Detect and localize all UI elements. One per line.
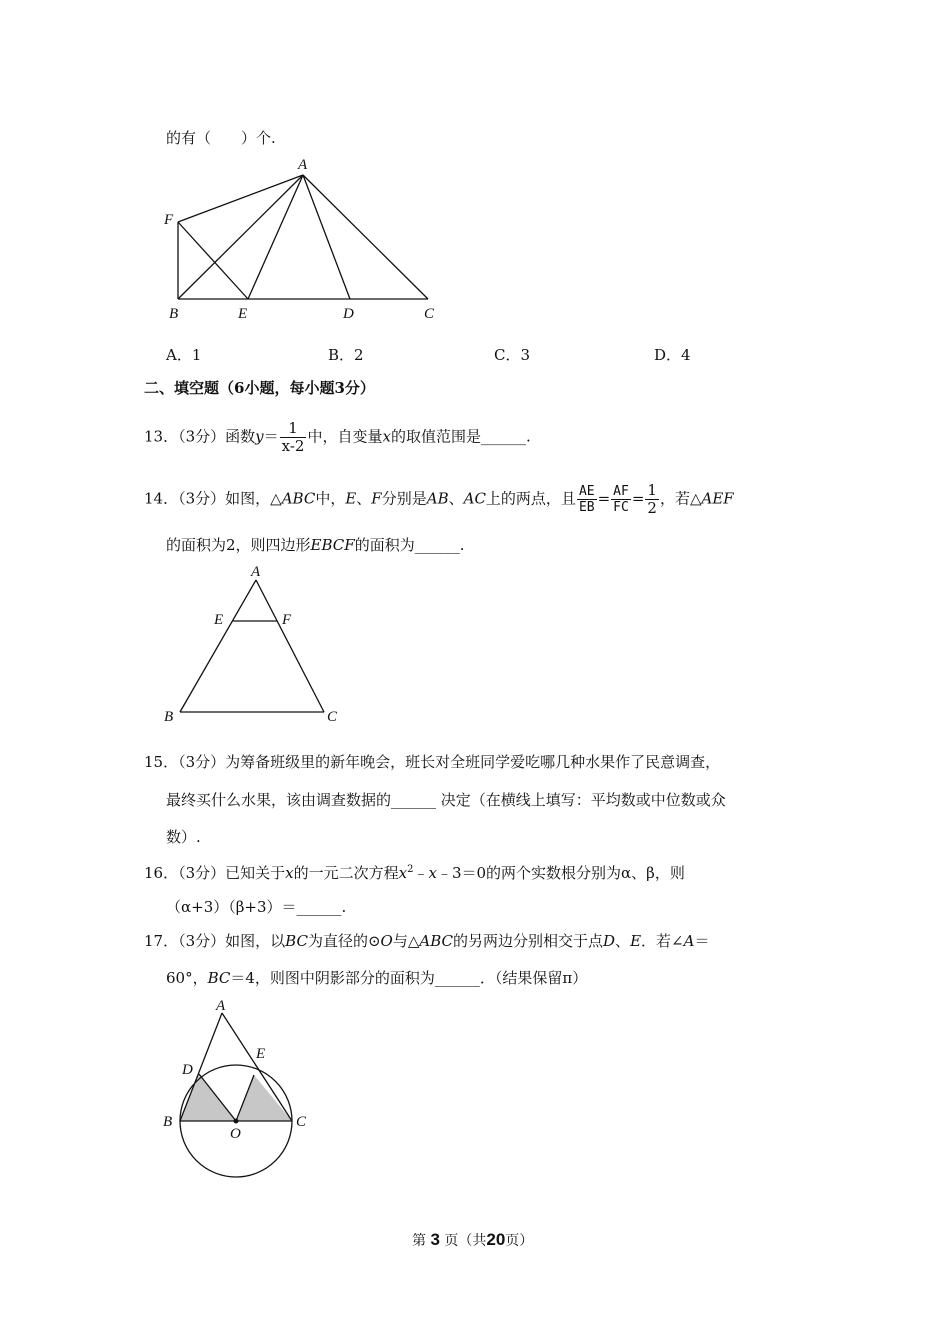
q14-aef: AEF: [701, 489, 734, 508]
section-heading: 二、填空题（6小题，每小题3分）: [144, 379, 375, 397]
q17-line-1: [144, 931, 709, 951]
q14-text-b: 中，: [315, 489, 346, 508]
q14-ac: AC: [463, 489, 486, 508]
q12-label-c: C: [424, 306, 435, 322]
q16-score: （3分）: [178, 864, 226, 882]
q15-line-1: [144, 752, 720, 772]
q17-text-e: ．若∠: [641, 932, 684, 950]
q13-frac-numerator: 1: [280, 420, 307, 438]
q15-line-2: 最终买什么水果，该由调查数据的______ 决定（在横线上填写：平均数或中位数或众: [166, 791, 726, 809]
q17-label-e: E: [256, 1046, 266, 1062]
q14-label-b: B: [164, 709, 174, 725]
q12-tail-text: 的有（ ）个.: [166, 129, 276, 147]
q14-frac3-num: 1: [647, 481, 657, 499]
q14-label-e: E: [214, 612, 224, 628]
q16-text-b: 的一元二次方程: [293, 864, 399, 882]
q13-var-x: x: [382, 427, 391, 446]
footer-mid: 页（共: [444, 1233, 487, 1249]
q17-text-d: 的另两边分别相交于点: [453, 932, 604, 950]
q13-number: 13．: [144, 427, 179, 446]
q14-label-a: A: [251, 564, 261, 580]
q13-fraction: [280, 420, 307, 455]
q16-minus: ﹣: [413, 864, 429, 882]
q14-label-f: F: [282, 612, 292, 628]
q14-text-a: 如图，△: [225, 489, 282, 508]
q17-text-a: 如图，以: [225, 932, 286, 950]
q13-eq: ＝: [263, 427, 279, 446]
q17-sep: 、: [615, 932, 631, 950]
q17-text-f: ＝: [694, 932, 710, 950]
q13-post: 的取值范围是______.: [390, 427, 531, 446]
q17-score: （3分）: [178, 932, 226, 950]
q14-ab: AB: [426, 489, 449, 508]
q17-text-h: ＝4，则图中阴影部分的面积为______．（结果保留π）: [230, 969, 588, 987]
footer-pre: 第: [412, 1233, 426, 1249]
q17-label-b: B: [163, 1114, 173, 1130]
footer-page-number: 3: [430, 1230, 440, 1249]
q14-figure: [160, 560, 350, 728]
q17-label-d: D: [182, 1062, 193, 1078]
q16-number: 16．: [144, 864, 179, 882]
q16-x-2: x: [398, 864, 408, 882]
q17-a: A: [683, 932, 695, 950]
q14-text-c: 分别是: [381, 489, 427, 508]
q17-text-g: 60°，: [166, 969, 208, 987]
q14-eq-1: =: [597, 489, 611, 508]
q17-line-2: [166, 968, 587, 988]
q14-fraction-af-fc: [611, 484, 631, 515]
q13-mid: 中，自变量: [307, 427, 383, 446]
page-footer: [412, 1230, 533, 1250]
q12-option-d: D．4: [654, 346, 691, 364]
q14-eq-2: =: [631, 489, 645, 508]
q12-label-d: D: [343, 306, 354, 322]
q14-line-2: [166, 535, 464, 555]
q14-frac2-den: FC: [613, 500, 629, 515]
q14-frac2-num: AF: [613, 484, 629, 499]
q14-f: F: [371, 489, 382, 508]
q15-line-3: 数）.: [166, 828, 201, 846]
q14-sep-1: 、: [356, 489, 372, 508]
q12-label-b: B: [169, 306, 179, 322]
q16-exponent: 2: [407, 864, 414, 875]
q14-fraction-half: [645, 482, 659, 517]
q16-line-2: （α+3）（β+3）＝______.: [166, 898, 347, 916]
q17-bc-2: BC: [207, 969, 231, 987]
q12-option-b: B．2: [328, 346, 364, 364]
q17-o: O: [380, 932, 393, 950]
q14-text-f: 的面积为2，则四边形: [166, 536, 311, 554]
q13-var-y: y: [255, 427, 264, 446]
footer-total-pages: 20: [486, 1230, 506, 1249]
q17-label-c: C: [296, 1114, 307, 1130]
q14-frac1-den: EB: [578, 500, 595, 515]
q14-abc: ABC: [281, 489, 316, 508]
q17-label-o: O: [230, 1126, 241, 1142]
q13-frac-denominator: x-2: [281, 437, 305, 455]
q13-pre: 函数: [225, 427, 256, 446]
q16-text-a: 已知关于: [225, 864, 286, 882]
q14-number: 14．: [144, 489, 179, 508]
q17-text-b: 为直径的⊙: [307, 932, 381, 950]
q12-label-a: A: [298, 157, 308, 173]
q17-d: D: [603, 932, 616, 950]
q12-label-f: F: [164, 212, 174, 228]
q14-sep-2: 、: [448, 489, 464, 508]
q13-score: （3分）: [178, 427, 226, 446]
q14-line-1: [144, 482, 734, 517]
q17-e: E: [630, 932, 642, 950]
q14-frac1-num: AE: [578, 484, 595, 499]
q12-option-a: A．1: [166, 346, 202, 364]
q16-line-1: [144, 860, 685, 883]
q12-option-c: C．3: [494, 346, 531, 364]
q15-number: 15．: [144, 753, 179, 771]
q14-label-c: C: [327, 709, 338, 725]
footer-post: 页）: [505, 1233, 534, 1249]
q17-text-c: 与△: [392, 932, 420, 950]
q12-label-e: E: [238, 306, 248, 322]
q17-bc: BC: [285, 932, 308, 950]
q14-text-g: 的面积为______.: [354, 536, 465, 554]
q14-text-d: 上的两点，且: [485, 489, 576, 508]
q15-text-1: 为筹备班级里的新年晚会，班长对全班同学爱吃哪几种水果作了民意调查，: [225, 753, 721, 771]
q17-number: 17．: [144, 932, 179, 950]
q17-figure: [158, 994, 328, 1178]
q14-frac3-den: 2: [647, 499, 657, 517]
q12-figure: [160, 152, 450, 324]
q14-e: E: [345, 489, 357, 508]
q14-fraction-ae-eb: [577, 484, 597, 515]
q15-score: （3分）: [178, 753, 226, 771]
q16-x-1: x: [285, 864, 294, 882]
q16-x-3: x: [428, 864, 437, 882]
q14-text-e: ，若△: [659, 489, 702, 508]
q14-score: （3分）: [178, 489, 226, 508]
q14-ebcf: EBCF: [310, 536, 355, 554]
q17-abc: ABC: [419, 932, 453, 950]
q17-label-a: A: [216, 998, 226, 1014]
q16-text-d: ﹣3＝0的两个实数根分别为α、β，则: [436, 864, 685, 882]
q13-line: [144, 420, 531, 455]
